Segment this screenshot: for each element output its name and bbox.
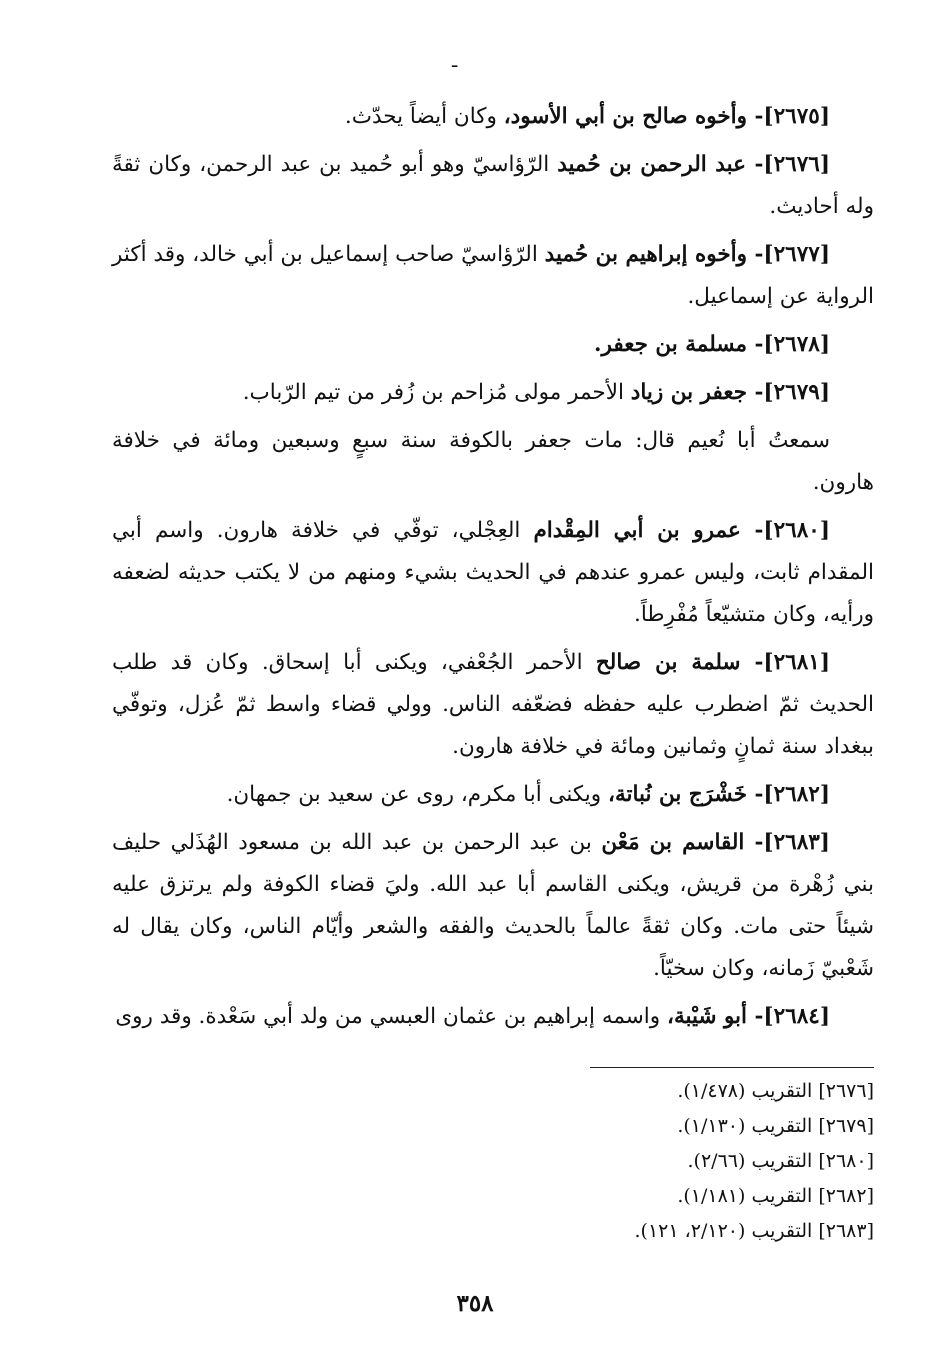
footnote: [٢٦٧٩] التقريب (١/١٣٠). <box>677 1115 874 1137</box>
entry-text: وكان أيضاً يحدّث. <box>344 104 504 129</box>
footnote-divider <box>590 1067 874 1068</box>
entry <box>112 144 874 228</box>
entry-name: - وأخوه إبراهيم بن حُميد <box>544 242 764 267</box>
entry-number: [٢٦٨١] <box>763 650 830 675</box>
footnote: [٢٦٨٢] التقريب (١/١٨١). <box>677 1185 874 1207</box>
entry <box>112 420 874 504</box>
entry-name: - خَشْرَج بن نُباتة، <box>608 782 764 807</box>
entry-number: [٢٦٨٤] <box>763 1004 830 1029</box>
header-mark: ـ <box>452 51 458 72</box>
entry-text: العِجْلي، توفّي في خلافة هارون. واسم أبي المقدام ثابت، وليس عمرو عندهم في الحديث بشيء ومنهم من لا يكتب حديثه لضعفه ورأيه، وكان متشيّعاً مُفْرِطاً. <box>112 518 874 627</box>
entry-name: - مسلمة بن جعفر. <box>594 332 764 357</box>
entry-name: - عبد الرحمن بن حُميد <box>557 152 764 177</box>
entry-name: - أبو شَيْبة، <box>667 1004 764 1029</box>
entry-text: واسمه إبراهيم بن عثمان العبسي من ولد أبي سَعْدة. وقد روى <box>115 1004 667 1029</box>
entry-text: سمعتُ أبا نُعيم قال: مات جعفر بالكوفة سنة سبعٍ وسبعين ومائة في خلافة هارون. <box>112 428 874 495</box>
page-number: ٣٥٨ <box>456 1290 494 1317</box>
entry-name: - جعفر بن زياد <box>630 380 764 405</box>
entry-name: - وأخوه صالح بن أبي الأسود، <box>503 104 764 129</box>
entry <box>112 510 874 636</box>
entry-text: الأحمر مولى مُزاحم بن زُفر من تيم الرّباب. <box>242 380 631 405</box>
entry-text: الأحمر الجُعْفي، ويكنى أبا إسحاق. وكان قد طلب الحديث ثمّ اضطرب عليه حفظه فضعّفه الناس. وولي قضاء واسط ثمّ عُزل، وتوفّي ببغداد سنة ثمانٍ وثمانين ومائة في خلافة هارون. <box>112 650 874 759</box>
entry <box>112 996 874 1038</box>
entry-number: [٢٦٨٢] <box>763 782 830 807</box>
entry <box>112 822 874 990</box>
entry-number: [٢٦٧٥] <box>763 104 830 129</box>
entry-text: الرّؤاسيّ صاحب إسماعيل بن أبي خالد، وقد أكثر الرواية عن إسماعيل. <box>112 242 874 309</box>
entry-name: - سلمة بن صالح <box>595 650 764 675</box>
entry <box>112 372 874 414</box>
entry-text: الرّؤاسيّ وهو أبو حُميد بن عبد الرحمن، وكان ثقةً وله أحاديث. <box>112 152 874 219</box>
entry-number: [٢٦٧٦] <box>763 152 830 177</box>
main-text <box>112 96 874 1044</box>
entry <box>112 324 874 366</box>
entry-text: ويكنى أبا مكرم، روى عن سعيد بن جمهان. <box>226 782 608 807</box>
footnote: [٢٦٨٠] التقريب (٢/٦٦). <box>687 1150 874 1172</box>
entry-number: [٢٦٧٩] <box>763 380 830 405</box>
footnote: [٢٦٨٣] التقريب (٢/١٢٠، ١٢١). <box>634 1220 874 1242</box>
entry-text: بن عبد الرحمن بن عبد الله بن مسعود الهُذَلي حليف بني زُهْرة من قريش، ويكنى القاسم أبا عبد الله. وليَ قضاء الكوفة ولم يرتزق عليه شيئاً حتى مات. وكان ثقةً عالماً بالحديث والفقه والشعر وأيّام الناس، وكان يقال له شَعْبيّ زَمانه، وكان سخيّاً. <box>112 830 874 981</box>
entry-number: [٢٦٨٣] <box>763 830 830 855</box>
entry-number: [٢٦٨٠] <box>763 518 830 543</box>
footnote: [٢٦٧٦] التقريب (١/٤٧٨). <box>677 1080 874 1102</box>
footnotes <box>300 1074 874 1249</box>
entry-name: - عمرو بن أبي المِقْدام <box>533 518 764 543</box>
entry-number: [٢٦٧٧] <box>763 242 830 267</box>
entry <box>112 96 874 138</box>
entry <box>112 234 874 318</box>
entry <box>112 642 874 768</box>
entry <box>112 774 874 816</box>
entry-number: [٢٦٧٨] <box>763 332 830 357</box>
entry-name: - القاسم بن مَعْن <box>601 830 764 855</box>
